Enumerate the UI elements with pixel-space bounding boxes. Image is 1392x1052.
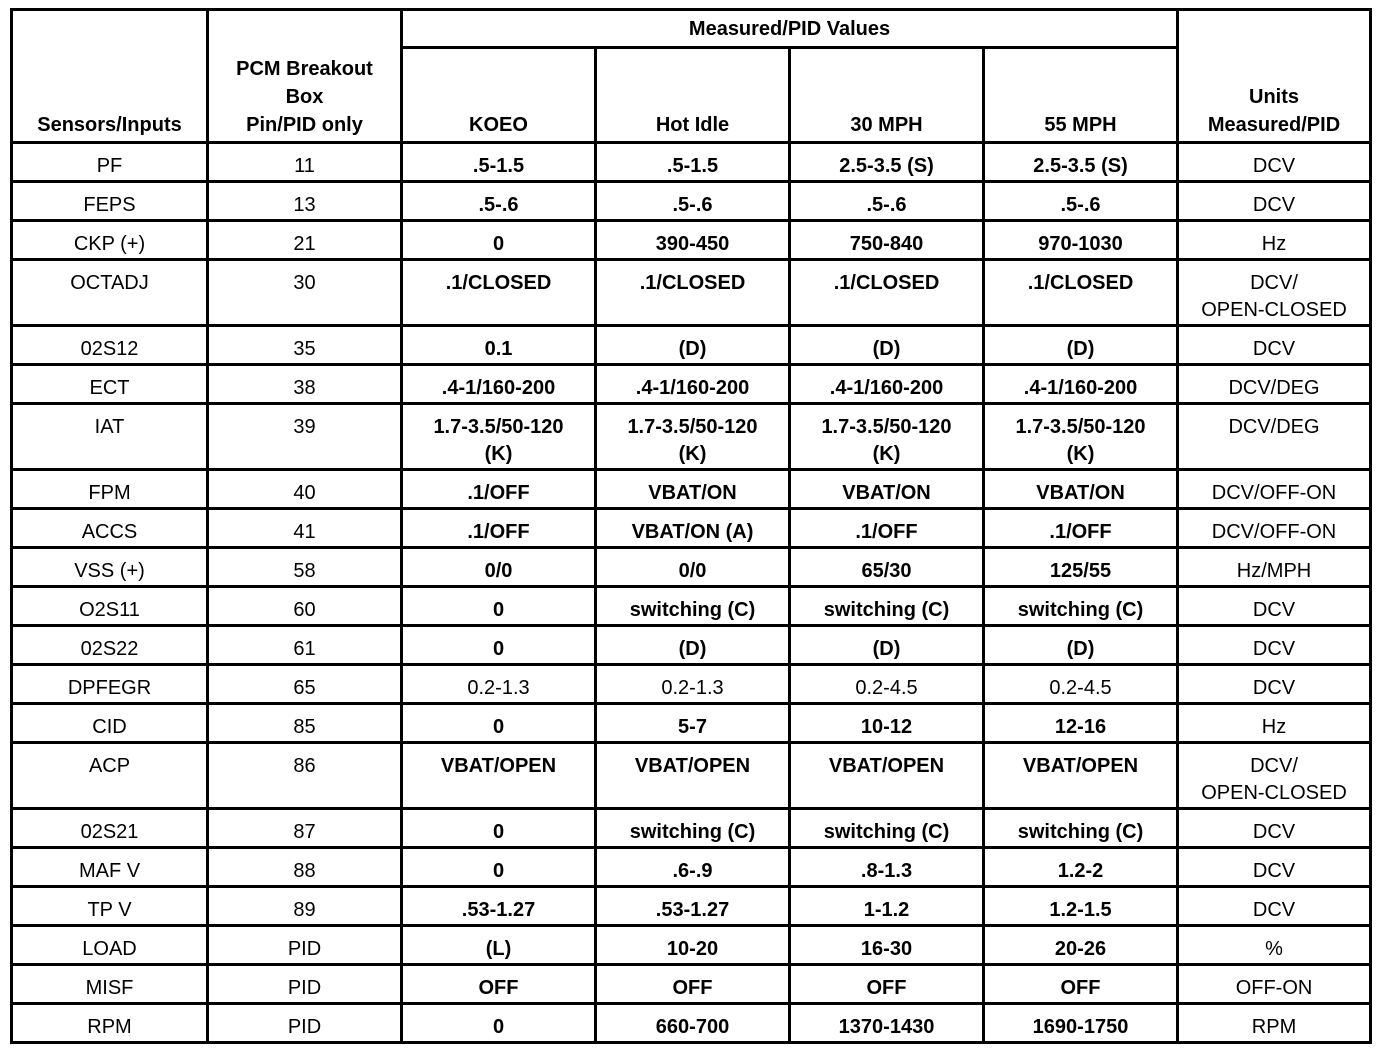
table-row bbox=[12, 548, 1371, 587]
mph30-cell: 65/30 bbox=[790, 548, 984, 587]
mph30-cell: 0.2-4.5 bbox=[790, 665, 984, 704]
hot-idle-cell: 390-450 bbox=[596, 221, 790, 260]
sensor-cell: DPFEGR bbox=[12, 665, 208, 704]
koeo-cell: 0.1 bbox=[402, 326, 596, 365]
units-cell-line: DCV/ bbox=[1250, 755, 1298, 777]
units-cell bbox=[1178, 887, 1371, 926]
hot-idle-cell-line: (K) bbox=[678, 443, 707, 465]
koeo-cell-line: 1.7-3.5/50-120 bbox=[433, 416, 564, 438]
koeo-cell-line: (K) bbox=[484, 443, 513, 465]
hot-idle-cell: VBAT/ON bbox=[596, 470, 790, 509]
mph55-cell: (D) bbox=[984, 326, 1178, 365]
units-cell bbox=[1178, 143, 1371, 182]
hot-idle-cell: .5-1.5 bbox=[596, 143, 790, 182]
header-measured-pid-values: Measured/PID Values bbox=[402, 10, 1178, 48]
units-cell bbox=[1178, 1004, 1371, 1043]
hot-idle-cell: 10-20 bbox=[596, 926, 790, 965]
mph55-cell: 20-26 bbox=[984, 926, 1178, 965]
sensor-cell: MAF V bbox=[12, 848, 208, 887]
units-cell-line: Hz/MPH bbox=[1236, 560, 1312, 582]
hot-idle-cell: (D) bbox=[596, 626, 790, 665]
hot-idle-cell: .6-.9 bbox=[596, 848, 790, 887]
units-cell bbox=[1178, 470, 1371, 509]
units-cell-line: DCV/DEG bbox=[1228, 377, 1320, 399]
pin-cell: 89 bbox=[208, 887, 402, 926]
hot-idle-cell-line: 1.7-3.5/50-120 bbox=[627, 416, 758, 438]
table-row bbox=[12, 743, 1371, 809]
mph55-cell: switching (C) bbox=[984, 809, 1178, 848]
mph30-cell: VBAT/ON bbox=[790, 470, 984, 509]
units-cell bbox=[1178, 848, 1371, 887]
header-sensors-inputs: Sensors/Inputs bbox=[12, 10, 208, 143]
units-cell bbox=[1178, 326, 1371, 365]
units-cell bbox=[1178, 926, 1371, 965]
units-cell-line: DCV bbox=[1252, 638, 1296, 660]
pin-cell: 88 bbox=[208, 848, 402, 887]
table-row bbox=[12, 221, 1371, 260]
header-pcm-line-2: Box bbox=[285, 86, 324, 108]
units-cell-line: DCV/DEG bbox=[1228, 416, 1320, 438]
units-cell bbox=[1178, 704, 1371, 743]
pin-cell: 87 bbox=[208, 809, 402, 848]
hot-idle-cell: .5-.6 bbox=[596, 182, 790, 221]
sensor-cell: VSS (+) bbox=[12, 548, 208, 587]
units-cell-line: OFF-ON bbox=[1235, 977, 1313, 999]
koeo-cell: .4-1/160-200 bbox=[402, 365, 596, 404]
sensor-cell: ACCS bbox=[12, 509, 208, 548]
sensor-cell: 02S22 bbox=[12, 626, 208, 665]
mph30-cell: (D) bbox=[790, 326, 984, 365]
units-cell bbox=[1178, 587, 1371, 626]
koeo-cell: .1/OFF bbox=[402, 470, 596, 509]
pin-cell: 21 bbox=[208, 221, 402, 260]
mph55-cell: (D) bbox=[984, 626, 1178, 665]
mph30-cell: switching (C) bbox=[790, 809, 984, 848]
pin-cell: 65 bbox=[208, 665, 402, 704]
table-row bbox=[12, 143, 1371, 182]
mph55-cell: 1.2-1.5 bbox=[984, 887, 1178, 926]
koeo-cell: 0.2-1.3 bbox=[402, 665, 596, 704]
header-55-mph: 55 MPH bbox=[984, 48, 1178, 143]
units-cell-line: % bbox=[1265, 938, 1283, 960]
table-row bbox=[12, 848, 1371, 887]
hot-idle-cell bbox=[596, 404, 790, 470]
sensor-cell: TP V bbox=[12, 887, 208, 926]
pin-cell: 30 bbox=[208, 260, 402, 326]
units-cell-line: DCV/ bbox=[1250, 272, 1298, 294]
pin-cell: 35 bbox=[208, 326, 402, 365]
header-pcm-line-1: PCM Breakout bbox=[236, 58, 373, 80]
koeo-cell: 0/0 bbox=[402, 548, 596, 587]
sensor-cell: ACP bbox=[12, 743, 208, 809]
units-cell-line: Hz bbox=[1261, 233, 1287, 255]
header-units bbox=[1178, 10, 1371, 143]
sensor-cell: 02S21 bbox=[12, 809, 208, 848]
mph55-cell: VBAT/ON bbox=[984, 470, 1178, 509]
pin-cell: 11 bbox=[208, 143, 402, 182]
koeo-cell: 0 bbox=[402, 587, 596, 626]
pin-cell: 60 bbox=[208, 587, 402, 626]
table-row bbox=[12, 365, 1371, 404]
units-cell-line: DCV bbox=[1252, 599, 1296, 621]
mph55-cell: 125/55 bbox=[984, 548, 1178, 587]
pin-cell: PID bbox=[208, 1004, 402, 1043]
koeo-cell: 0 bbox=[402, 221, 596, 260]
hot-idle-cell: .1/CLOSED bbox=[596, 260, 790, 326]
mph55-cell-line: 1.7-3.5/50-120 bbox=[1015, 416, 1146, 438]
table-row bbox=[12, 887, 1371, 926]
table-row bbox=[12, 404, 1371, 470]
table-body bbox=[12, 143, 1371, 1043]
mph30-cell: 1-1.2 bbox=[790, 887, 984, 926]
pin-cell: 85 bbox=[208, 704, 402, 743]
koeo-cell: 0 bbox=[402, 809, 596, 848]
units-cell-line: DCV bbox=[1252, 155, 1296, 177]
hot-idle-cell: .53-1.27 bbox=[596, 887, 790, 926]
mph55-cell: OFF bbox=[984, 965, 1178, 1004]
koeo-cell: 0 bbox=[402, 848, 596, 887]
hot-idle-cell: 5-7 bbox=[596, 704, 790, 743]
koeo-cell: OFF bbox=[402, 965, 596, 1004]
units-cell-line: DCV bbox=[1252, 860, 1296, 882]
units-cell-line: DCV/OFF-ON bbox=[1211, 521, 1337, 543]
mph30-cell-line: 1.7-3.5/50-120 bbox=[821, 416, 952, 438]
sensor-cell: CID bbox=[12, 704, 208, 743]
table-row bbox=[12, 1004, 1371, 1043]
mph55-cell: 1.2-2 bbox=[984, 848, 1178, 887]
mph30-cell: 1370-1430 bbox=[790, 1004, 984, 1043]
koeo-cell: .1/CLOSED bbox=[402, 260, 596, 326]
sensor-cell: CKP (+) bbox=[12, 221, 208, 260]
mph55-cell-line: (K) bbox=[1066, 443, 1095, 465]
header-pcm-breakout bbox=[208, 10, 402, 143]
pin-cell: 40 bbox=[208, 470, 402, 509]
koeo-cell: .1/OFF bbox=[402, 509, 596, 548]
header-koeo: KOEO bbox=[402, 48, 596, 143]
sensor-cell: RPM bbox=[12, 1004, 208, 1043]
hot-idle-cell: switching (C) bbox=[596, 809, 790, 848]
mph55-cell: .1/CLOSED bbox=[984, 260, 1178, 326]
mph30-cell: .1/CLOSED bbox=[790, 260, 984, 326]
sensor-cell: 02S12 bbox=[12, 326, 208, 365]
table-row bbox=[12, 587, 1371, 626]
mph55-cell: .5-.6 bbox=[984, 182, 1178, 221]
table-row bbox=[12, 470, 1371, 509]
mph55-cell: .1/OFF bbox=[984, 509, 1178, 548]
units-cell-line: DCV bbox=[1252, 677, 1296, 699]
units-cell bbox=[1178, 182, 1371, 221]
sensor-cell: ECT bbox=[12, 365, 208, 404]
table-row bbox=[12, 704, 1371, 743]
koeo-cell: .53-1.27 bbox=[402, 887, 596, 926]
sensor-cell: FEPS bbox=[12, 182, 208, 221]
units-cell bbox=[1178, 260, 1371, 326]
units-cell bbox=[1178, 548, 1371, 587]
table-row bbox=[12, 182, 1371, 221]
sensor-cell: PF bbox=[12, 143, 208, 182]
koeo-cell: .5-1.5 bbox=[402, 143, 596, 182]
sensor-cell: LOAD bbox=[12, 926, 208, 965]
hot-idle-cell: 0.2-1.3 bbox=[596, 665, 790, 704]
units-cell bbox=[1178, 809, 1371, 848]
mph30-cell: .5-.6 bbox=[790, 182, 984, 221]
hot-idle-cell: 0/0 bbox=[596, 548, 790, 587]
units-cell-line: DCV/OFF-ON bbox=[1211, 482, 1337, 504]
sensor-cell: MISF bbox=[12, 965, 208, 1004]
table-row bbox=[12, 965, 1371, 1004]
header-pcm-line-3: Pin/PID only bbox=[246, 114, 363, 136]
hot-idle-cell: (D) bbox=[596, 326, 790, 365]
units-cell bbox=[1178, 365, 1371, 404]
units-cell bbox=[1178, 665, 1371, 704]
table-row bbox=[12, 626, 1371, 665]
koeo-cell: VBAT/OPEN bbox=[402, 743, 596, 809]
mph30-cell: .8-1.3 bbox=[790, 848, 984, 887]
pin-cell: 58 bbox=[208, 548, 402, 587]
mph30-cell bbox=[790, 404, 984, 470]
units-cell bbox=[1178, 965, 1371, 1004]
units-cell bbox=[1178, 221, 1371, 260]
sensor-cell: O2S11 bbox=[12, 587, 208, 626]
table-row bbox=[12, 509, 1371, 548]
mph55-cell: 1690-1750 bbox=[984, 1004, 1178, 1043]
mph30-cell: 750-840 bbox=[790, 221, 984, 260]
sensor-cell: IAT bbox=[12, 404, 208, 470]
spec-table-container bbox=[10, 8, 1372, 1044]
table-row bbox=[12, 926, 1371, 965]
mph30-cell: VBAT/OPEN bbox=[790, 743, 984, 809]
pin-cell: 38 bbox=[208, 365, 402, 404]
header-hot-idle: Hot Idle bbox=[596, 48, 790, 143]
units-cell-line: DCV bbox=[1252, 821, 1296, 843]
units-cell-line: DCV bbox=[1252, 338, 1296, 360]
hot-idle-cell: VBAT/OPEN bbox=[596, 743, 790, 809]
mph30-cell: switching (C) bbox=[790, 587, 984, 626]
mph55-cell: .4-1/160-200 bbox=[984, 365, 1178, 404]
koeo-cell: .5-.6 bbox=[402, 182, 596, 221]
table-row bbox=[12, 665, 1371, 704]
hot-idle-cell: .4-1/160-200 bbox=[596, 365, 790, 404]
pin-cell: 41 bbox=[208, 509, 402, 548]
mph55-cell: 12-16 bbox=[984, 704, 1178, 743]
pin-cell: PID bbox=[208, 965, 402, 1004]
units-cell bbox=[1178, 509, 1371, 548]
hot-idle-cell: VBAT/ON (A) bbox=[596, 509, 790, 548]
koeo-cell: 0 bbox=[402, 1004, 596, 1043]
koeo-cell: 0 bbox=[402, 704, 596, 743]
units-cell-line: OPEN-CLOSED bbox=[1201, 299, 1347, 321]
pin-cell: PID bbox=[208, 926, 402, 965]
units-cell bbox=[1178, 626, 1371, 665]
mph55-cell: 0.2-4.5 bbox=[984, 665, 1178, 704]
header-units-line-2: Measured/PID bbox=[1207, 114, 1341, 136]
mph30-cell-line: (K) bbox=[872, 443, 901, 465]
units-cell-line: Hz bbox=[1261, 716, 1287, 738]
pin-cell: 13 bbox=[208, 182, 402, 221]
mph55-cell: switching (C) bbox=[984, 587, 1178, 626]
mph30-cell: 10-12 bbox=[790, 704, 984, 743]
header-units-line-1: Units bbox=[1249, 86, 1300, 108]
mph55-cell: 2.5-3.5 (S) bbox=[984, 143, 1178, 182]
mph55-cell bbox=[984, 404, 1178, 470]
mph55-cell: 970-1030 bbox=[984, 221, 1178, 260]
koeo-cell bbox=[402, 404, 596, 470]
units-cell-line: DCV bbox=[1252, 194, 1296, 216]
hot-idle-cell: OFF bbox=[596, 965, 790, 1004]
pin-cell: 39 bbox=[208, 404, 402, 470]
koeo-cell: (L) bbox=[402, 926, 596, 965]
hot-idle-cell: switching (C) bbox=[596, 587, 790, 626]
mph30-cell: .4-1/160-200 bbox=[790, 365, 984, 404]
units-cell-line: RPM bbox=[1251, 1016, 1297, 1038]
table-row bbox=[12, 326, 1371, 365]
mph55-cell: VBAT/OPEN bbox=[984, 743, 1178, 809]
mph30-cell: 2.5-3.5 (S) bbox=[790, 143, 984, 182]
units-cell-line: OPEN-CLOSED bbox=[1201, 782, 1347, 804]
sensor-cell: FPM bbox=[12, 470, 208, 509]
pin-cell: 86 bbox=[208, 743, 402, 809]
pin-cell: 61 bbox=[208, 626, 402, 665]
sensor-spec-table bbox=[10, 8, 1372, 1044]
header-30-mph: 30 MPH bbox=[790, 48, 984, 143]
table-row bbox=[12, 809, 1371, 848]
units-cell bbox=[1178, 743, 1371, 809]
hot-idle-cell: 660-700 bbox=[596, 1004, 790, 1043]
sensor-cell: OCTADJ bbox=[12, 260, 208, 326]
units-cell-line: DCV bbox=[1252, 899, 1296, 921]
mph30-cell: .1/OFF bbox=[790, 509, 984, 548]
koeo-cell: 0 bbox=[402, 626, 596, 665]
mph30-cell: (D) bbox=[790, 626, 984, 665]
units-cell bbox=[1178, 404, 1371, 470]
mph30-cell: OFF bbox=[790, 965, 984, 1004]
mph30-cell: 16-30 bbox=[790, 926, 984, 965]
table-row bbox=[12, 260, 1371, 326]
